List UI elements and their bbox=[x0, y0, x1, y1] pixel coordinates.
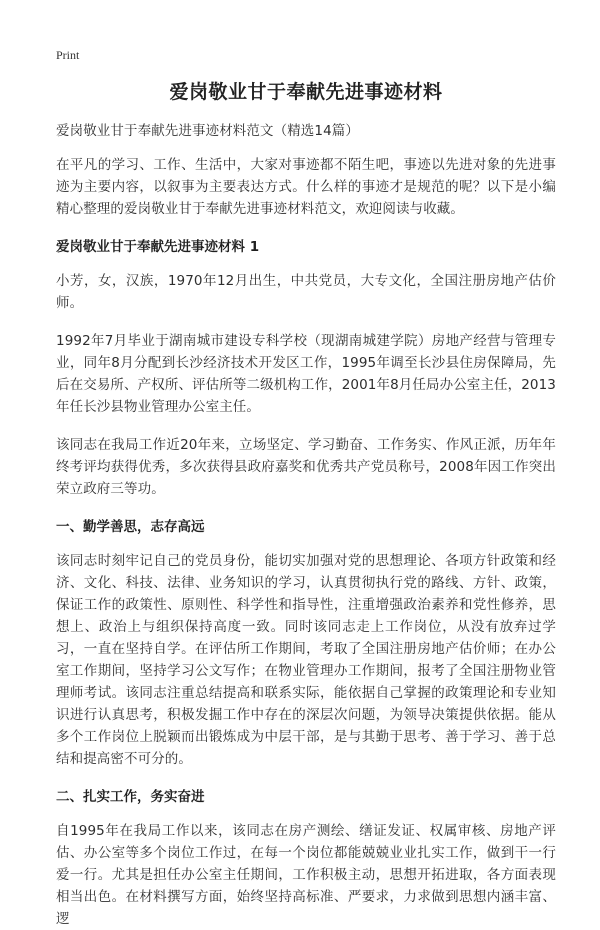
paragraph-career: 1992年7月毕业于湖南城市建设专科学校（现湖南城建学院）房地产经营与管理专业，同年8月分配到长沙经济技术开发区工作，1995年调至长沙县住房保障局，先后在交易所、产权所、评估所等二级机构工作，2001年8月任局办公室主任，2013年任长沙县物业管理办公室主任。 bbox=[56, 333, 556, 415]
subheading-work: 二、扎实工作，务实奋进 bbox=[56, 789, 205, 805]
paragraph-profile: 小芳，女，汉族，1970年12月出生，中共党员，大专文化，全国注册房地产估价师。 bbox=[56, 273, 556, 311]
article-subtitle: 爱岗敬业甘于奉献先进事迹材料范文（精选14篇） bbox=[56, 123, 359, 139]
article-body bbox=[56, 120, 556, 930]
page-title: 爱岗敬业甘于奉献先进事迹材料 bbox=[169, 81, 443, 103]
paragraph-summary: 该同志在我局工作近20年来，立场坚定、学习勤奋、工作务实、作风正派，历年年终考评均获得优秀，多次获得县政府嘉奖和优秀共产党员称号，2008年因工作突出荣立政府三等功。 bbox=[56, 437, 556, 497]
section-heading-1: 爱岗敬业甘于奉献先进事迹材料 1 bbox=[56, 239, 260, 255]
paragraph-work: 自1995年在我局工作以来，该同志在房产测绘、缮证发证、权属审核、房地产评估、办公室等多个岗位工作过，在每一个岗位都能兢兢业业扎实工作，做到干一行爱一行。尤其是担任办公室主任期间，工作积极主动，思想开拓进取，各方面表现相当出色。在材料撰写方面，始终坚持高标准、严要求，力求做到思想内涵丰富、逻 bbox=[56, 823, 556, 927]
intro-paragraph: 在平凡的学习、工作、生活中，大家对事迹都不陌生吧，事迹以先进对象的先进事迹为主要内容，以叙事为主要表达方式。什么样的事迹才是规范的呢？以下是小编精心整理的爱岗敬业甘于奉献先进事迹材料范文，欢迎阅读与收藏。 bbox=[56, 157, 556, 217]
print-link[interactable]: Print bbox=[56, 48, 80, 62]
paragraph-study: 该同志时刻牢记自己的党员身份，能切实加强对党的思想理论、各项方针政策和经济、文化、科技、法律、业务知识的学习，认真贯彻执行党的路线、方针、政策，保证工作的政策性、原则性、科学性和指导性，注重增强政治素养和党性修养，思想上、政治上与组织保持高度一致。同时该同志走上工作岗位，从没有放弃过学习，一直在坚持自学。在评估所工作期间，考取了全国注册房地产估价师；在办公室工作期间，坚持学习公文写作；在物业管理办工作期间，报考了全国注册物业管理师考试。该同志注重总结提高和联系实际，能依据自己掌握的政策理论和专业知识进行认真思考，积极发掘工作中存在的深层次问题，为领导决策提供依据。能从多个工作岗位上脱颖而出锻炼成为中层干部，是与其勤于思考、善于学习、善于总结和提高密不可分的。 bbox=[56, 553, 556, 767]
subheading-study: 一、勤学善思，志存高远 bbox=[56, 519, 205, 535]
